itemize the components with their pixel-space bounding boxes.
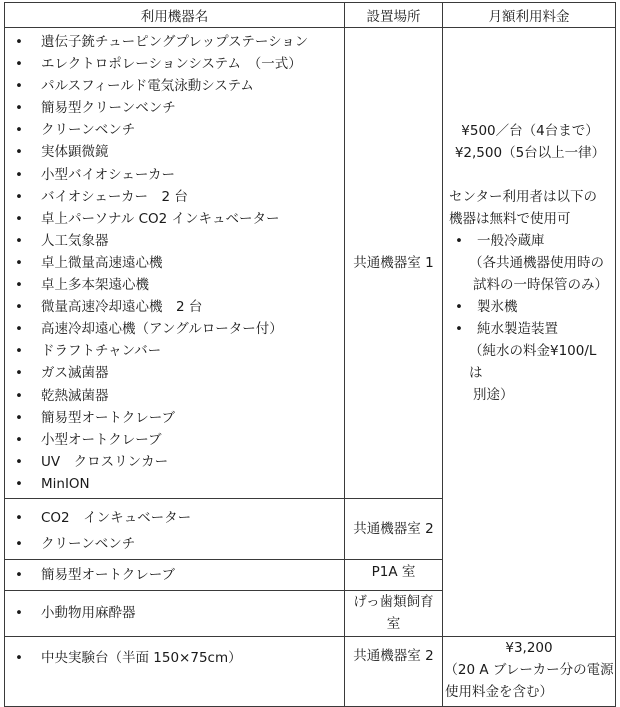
list-item: • ドラフトチャンバー <box>5 340 344 362</box>
fee-line: ¥2,500（5台以上一律） <box>454 145 606 162</box>
list-item: • 小動物用麻酔器 <box>5 602 344 624</box>
list-item: • 卓上パーソナル CO2 インキュベーター <box>5 208 344 230</box>
equipment-fee-table <box>4 2 616 707</box>
table-row-group5 <box>5 636 616 706</box>
location-line: 室 <box>386 616 401 633</box>
fee-cell-empty <box>443 590 616 636</box>
list-item: • パルスフィールド電気泳動システム <box>5 75 344 97</box>
list-item: • MinION <box>5 473 344 495</box>
fee-line: （20 A ブレーカー分の電源 <box>444 661 614 678</box>
fee-cell-last <box>443 636 616 706</box>
device-list-cell <box>5 636 345 706</box>
fee-cell-empty <box>443 559 616 590</box>
free-item-note: 試料の一時保管のみ） <box>473 277 608 294</box>
location-cell: P1A 室 <box>345 559 443 590</box>
list-item: • クリーンベンチ <box>5 119 344 141</box>
device-list-cell <box>5 559 345 590</box>
free-item-note: 別途） <box>473 387 514 404</box>
list-item: • 簡易型オートクレーブ <box>5 564 344 586</box>
device-list <box>5 637 344 672</box>
list-item: • バイオシェーカー 2 台 <box>5 186 344 208</box>
fee-note: センター利用者は以下の <box>449 189 597 206</box>
header-device: 利用機器名 <box>5 3 345 28</box>
list-item: • 卓上多本架遠心機 <box>5 274 344 296</box>
list-item: • エレクトロポレーションシステム （一式） <box>5 53 344 75</box>
list-item: • CO2 インキュベーター <box>5 505 344 532</box>
fee-note: 機器は無料で使用可 <box>449 211 571 228</box>
free-item-note: （各共通機器使用時の <box>469 255 604 272</box>
fee-cell-empty <box>443 498 616 559</box>
list-item: • 簡易型クリーンベンチ <box>5 97 344 119</box>
device-list-cell <box>5 498 345 559</box>
list-item: • 微量高速冷却遠心機 2 台 <box>5 296 344 318</box>
list-item: • 乾熱滅菌器 <box>5 385 344 407</box>
location-cell: 共通機器室 2 <box>345 636 443 706</box>
location-cell: 共通機器室 2 <box>345 498 443 559</box>
list-item: • 小型バイオシェーカー <box>5 164 344 186</box>
location-cell: 共通機器室 1 <box>345 28 443 499</box>
header-fee: 月額利用料金 <box>443 3 616 28</box>
list-item: • 卓上微量高速遠心機 <box>5 252 344 274</box>
list-item: • 中央実験台（半面 150×75cm） <box>5 647 344 669</box>
fee-cell-main <box>443 28 616 499</box>
table-row-group4 <box>5 590 616 636</box>
table-row-group3 <box>5 559 616 590</box>
fee-line: ¥500／台（4台まで） <box>461 123 599 140</box>
device-list <box>5 562 344 588</box>
list-item: • 人工気象器 <box>5 230 344 252</box>
list-item: • ガス滅菌器 <box>5 362 344 384</box>
table-row-group2 <box>5 498 616 559</box>
list-item: • クリーンベンチ <box>5 532 344 556</box>
location-cell <box>345 590 443 636</box>
free-item-note: （純水の料金¥100/L は <box>469 343 610 382</box>
fee-line: ¥3,200 <box>505 639 553 656</box>
list-item: • 高速冷却遠心機（アングルローター付） <box>5 318 344 340</box>
device-list <box>5 599 344 627</box>
table-header-row <box>5 3 616 28</box>
table-row-group1 <box>5 28 616 499</box>
location-line: げっ歯類飼育 <box>353 594 434 611</box>
list-item: • 簡易型オートクレーブ <box>5 407 344 429</box>
free-items-list <box>449 296 611 340</box>
device-list-cell <box>5 590 345 636</box>
free-items-list <box>449 230 611 252</box>
header-location: 設置場所 <box>345 3 443 28</box>
free-item: • 純水製造装置 <box>449 318 611 340</box>
list-item: • 遺伝子銃チューピングプレップステーション <box>5 31 344 53</box>
device-list <box>5 499 344 559</box>
list-item: • 小型オートクレーブ <box>5 429 344 451</box>
free-item: • 製氷機 <box>449 296 611 318</box>
list-item: • UV クロスリンカー <box>5 451 344 473</box>
free-item: • 一般冷蔵庫 <box>449 230 611 252</box>
list-item: • 実体顕微鏡 <box>5 141 344 163</box>
device-list <box>5 28 344 498</box>
device-list-cell <box>5 28 345 499</box>
fee-line: 使用料金を含む） <box>445 683 553 700</box>
